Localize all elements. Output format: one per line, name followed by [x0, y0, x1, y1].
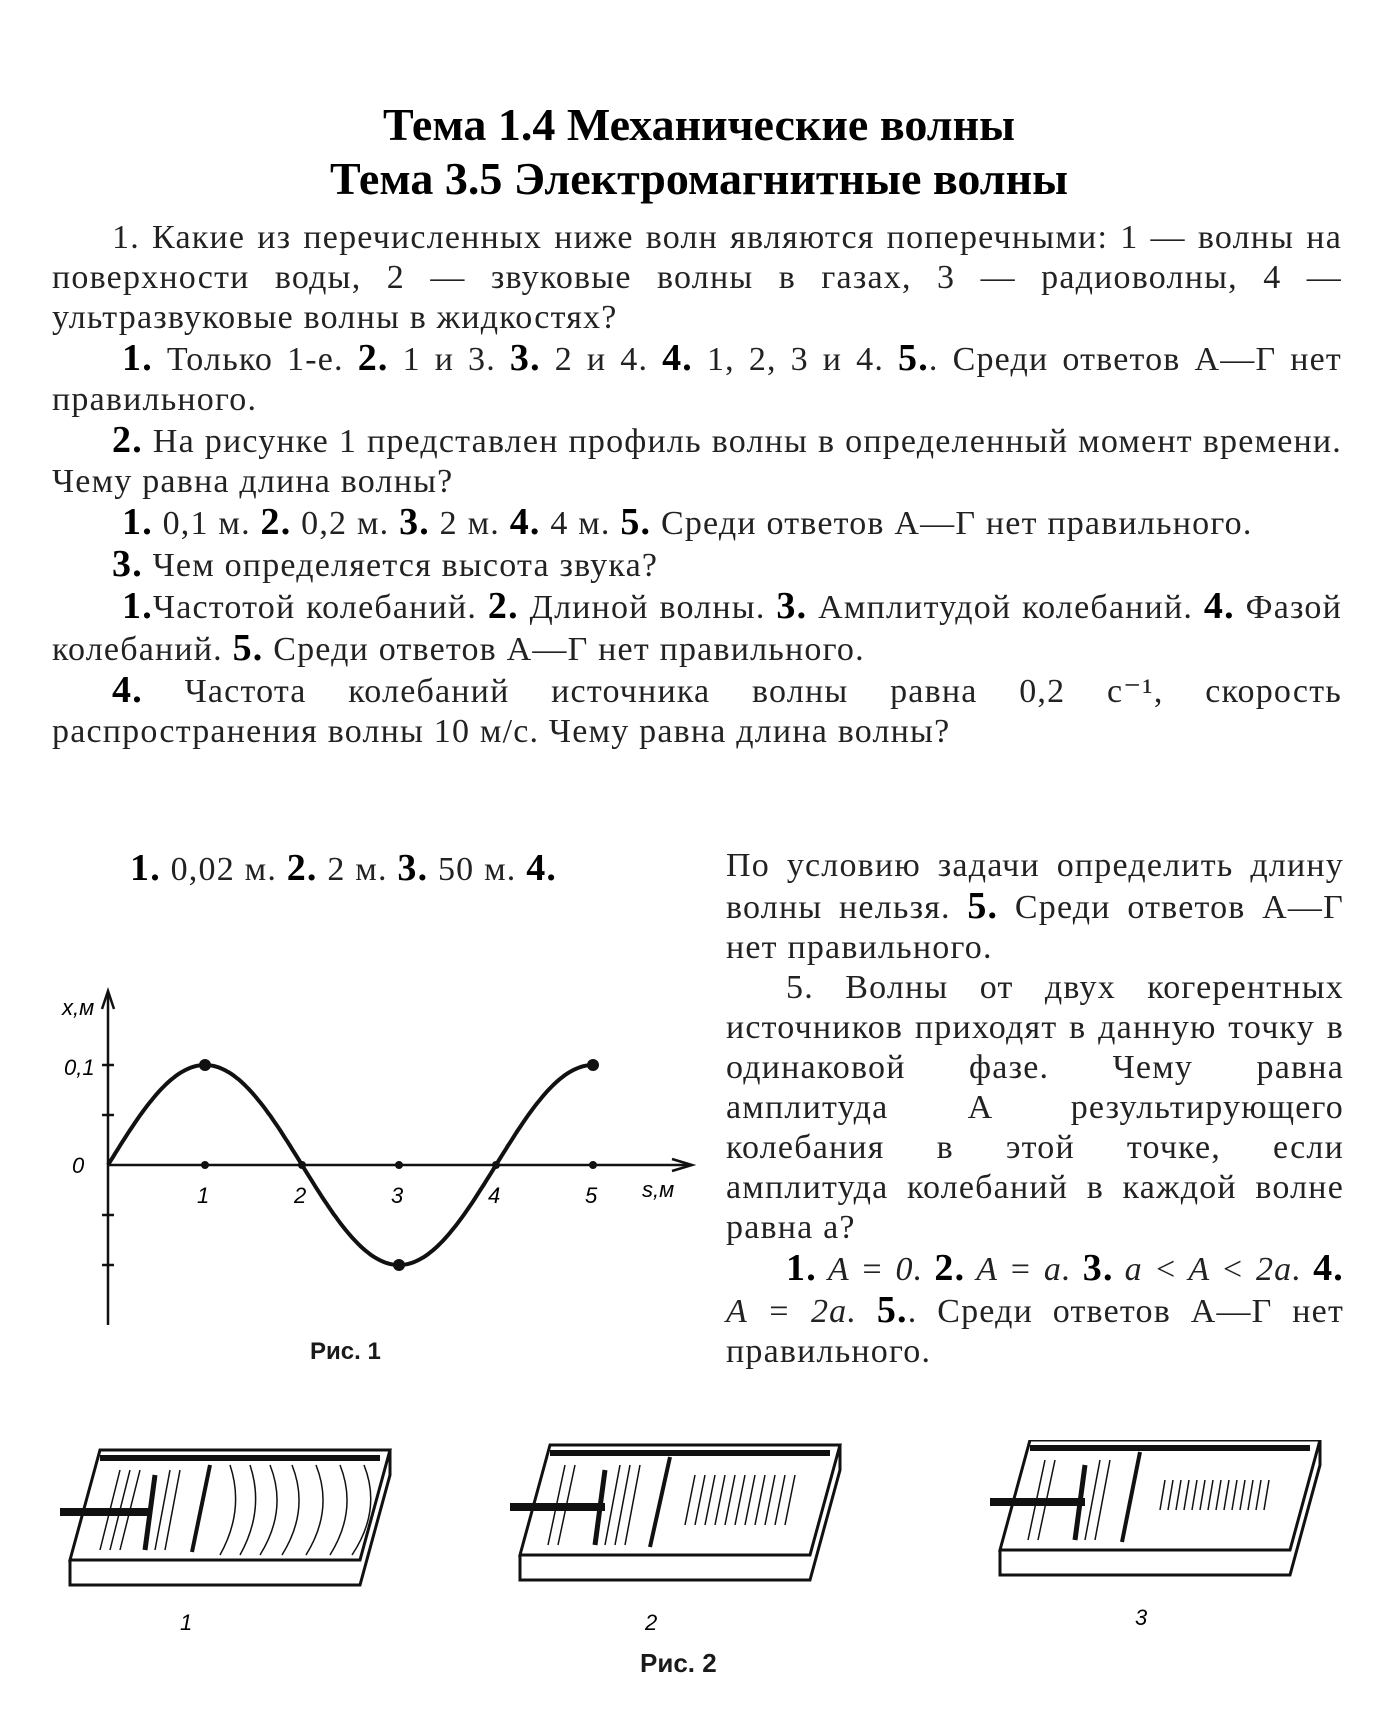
- question-4: [52, 670, 1342, 752]
- answer-number: 5.: [620, 501, 652, 543]
- questions-main: [52, 218, 1342, 752]
- questions-right-column: [726, 846, 1344, 1372]
- question-4-answers-cont: [726, 846, 1344, 968]
- figure-1-wave-graph: [60, 985, 700, 1335]
- tank-label: 1: [180, 1610, 193, 1635]
- x-tick-point: [492, 1161, 500, 1169]
- question-2-number: 2.: [112, 419, 143, 461]
- answer-text: 2 м.: [439, 505, 500, 542]
- answer-text: 1, 2, 3 и 4.: [706, 341, 885, 378]
- wave-extremum-point: [199, 1059, 211, 1071]
- question-5-number: 5.: [786, 969, 814, 1006]
- answer-number: 4.: [526, 847, 558, 889]
- answer-number: 2.: [487, 585, 519, 627]
- question-4-number: 4.: [112, 669, 143, 711]
- question-5-text: Волны от двух когерентных источников приходят в данную точку в одинаковой фазе. Чему равна амплитуда A результирующего колебания в этой точке, если амплитуда колебаний в каждой волне равна a?: [726, 969, 1344, 1246]
- figure-2-ripple-tanks: [60, 1440, 1360, 1640]
- topic-title-2: Тема 3.5 Электромагнитные волны: [329, 153, 1069, 204]
- answer-number: 5.: [876, 1289, 908, 1331]
- answer-text: 2 м.: [327, 851, 388, 888]
- answer-text: . Среди ответов А—Г нет правильного.: [52, 341, 1342, 418]
- question-3: [52, 544, 1342, 586]
- wave-extremum-point: [587, 1059, 599, 1071]
- answer-number: 4.: [1313, 1247, 1344, 1289]
- tank-label: 2: [645, 1610, 658, 1635]
- question-2-text: На рисунке 1 представлен профиль волны в определенный момент времени. Чему равна длина волны?: [52, 423, 1342, 500]
- topic-title-1: Тема 1.4 Механические волны: [383, 99, 1015, 150]
- tank-label: 3: [1135, 1605, 1148, 1630]
- x-tick-label: 3: [391, 1183, 404, 1208]
- answer-text: A = a.: [976, 1251, 1072, 1288]
- answer-number: 4.: [662, 337, 694, 379]
- ripple-tank-2: [510, 1445, 840, 1580]
- question-1-number: 1.: [112, 219, 140, 256]
- answer-text: A = 2a.: [726, 1293, 858, 1330]
- question-5-answers: [726, 1248, 1344, 1372]
- x-tick-point: [589, 1161, 597, 1169]
- answer-text: 2 и 4.: [554, 341, 649, 378]
- wave-extremum-point: [393, 1259, 405, 1271]
- answer-text: По условию задачи определить длину волны нельзя.: [726, 847, 1344, 926]
- answer-number: 1.: [122, 337, 153, 379]
- answer-text: Частотой колебаний.: [152, 589, 478, 626]
- answer-number: 2.: [357, 337, 389, 379]
- answer-text: Среди ответов А—Г нет правильного.: [660, 505, 1253, 542]
- answer-number: 2.: [934, 1247, 966, 1289]
- answer-number: 5.: [967, 885, 999, 927]
- answer-text: a < A < 2a.: [1124, 1251, 1303, 1288]
- question-2-answers: [52, 502, 1342, 544]
- answer-text: 0,02 м.: [170, 851, 278, 888]
- question-3-text: Чем определяется высота звука?: [152, 547, 659, 584]
- question-2: [52, 420, 1342, 502]
- y-tick-label: 0: [72, 1153, 85, 1178]
- answer-number: 1.: [122, 585, 153, 627]
- x-tick-point: [298, 1161, 306, 1169]
- answer-number: 1.: [130, 847, 161, 889]
- x-tick-label: 5: [585, 1183, 598, 1208]
- answer-number: 3.: [509, 337, 541, 379]
- answer-number: 3.: [776, 585, 808, 627]
- answer-text: Длиной волны.: [529, 589, 766, 626]
- figure-2-caption: Рис. 2: [640, 1648, 717, 1678]
- ripple-tank-1: [60, 1450, 390, 1585]
- answer-number: 4.: [509, 501, 541, 543]
- y-axis-label: x,м: [62, 995, 95, 1020]
- answer-text: . Среди ответов А—Г нет правильного.: [726, 1293, 1345, 1370]
- answer-number: 1.: [122, 501, 153, 543]
- x-tick-point: [395, 1161, 403, 1169]
- answer-text: 0,1 м.: [162, 505, 251, 542]
- answer-number: 5.: [232, 627, 264, 669]
- x-axis-label: s,м: [642, 1177, 675, 1202]
- question-3-number: 3.: [112, 543, 143, 585]
- ripple-tank-3: [990, 1440, 1320, 1575]
- x-tick-label: 4: [488, 1183, 501, 1208]
- answer-text: 1 и 3.: [402, 341, 496, 378]
- answer-text: Только 1-е.: [166, 341, 344, 378]
- y-tick-label: 0,1: [64, 1055, 95, 1080]
- x-tick-point: [201, 1161, 209, 1169]
- question-1-answers: [52, 338, 1342, 420]
- question-1: [52, 218, 1342, 338]
- answer-number: 2.: [286, 847, 318, 889]
- question-1-text: Какие из перечисленных ниже волн являются поперечными: 1 — волны на поверхности воды, 2 — звуковые волны в газах, 3 — радиоволны, 4 — ультразвуковые волны в жидкостях?: [52, 219, 1342, 336]
- answer-text: Среди ответов А—Г нет правильного.: [273, 631, 865, 668]
- answer-number: 3.: [399, 501, 430, 543]
- answer-number: 4.: [1203, 585, 1235, 627]
- answer-number: 5.: [898, 337, 929, 379]
- question-4-answers-start: [130, 846, 557, 890]
- x-tick-label: 1: [197, 1183, 210, 1208]
- x-tick-label: 2: [294, 1183, 307, 1208]
- question-3-answers: [52, 586, 1342, 670]
- answer-text: 0,2 м.: [301, 505, 390, 542]
- answer-number: 1.: [786, 1247, 817, 1289]
- answer-text: A = 0.: [827, 1251, 924, 1288]
- question-4-text: Частота колебаний источника волны равна 0,2 с⁻¹, скорость распространения волны 10 м/с. Чему равна длина волны?: [52, 673, 1342, 750]
- answer-number: 3.: [1082, 1247, 1114, 1289]
- answer-number: 2.: [260, 501, 292, 543]
- answer-text: 4 м.: [550, 505, 611, 542]
- answer-text: 50 м.: [437, 851, 517, 888]
- answer-text: Фазой колебаний.: [52, 589, 1343, 668]
- answer-text: Амплитудой колебаний.: [818, 589, 1194, 626]
- answer-text: Среди ответов А—Г нет правильного.: [726, 889, 1344, 966]
- question-5: [726, 968, 1344, 1248]
- figure-1-caption: Рис. 1: [310, 1338, 381, 1365]
- answer-number: 3.: [397, 847, 429, 889]
